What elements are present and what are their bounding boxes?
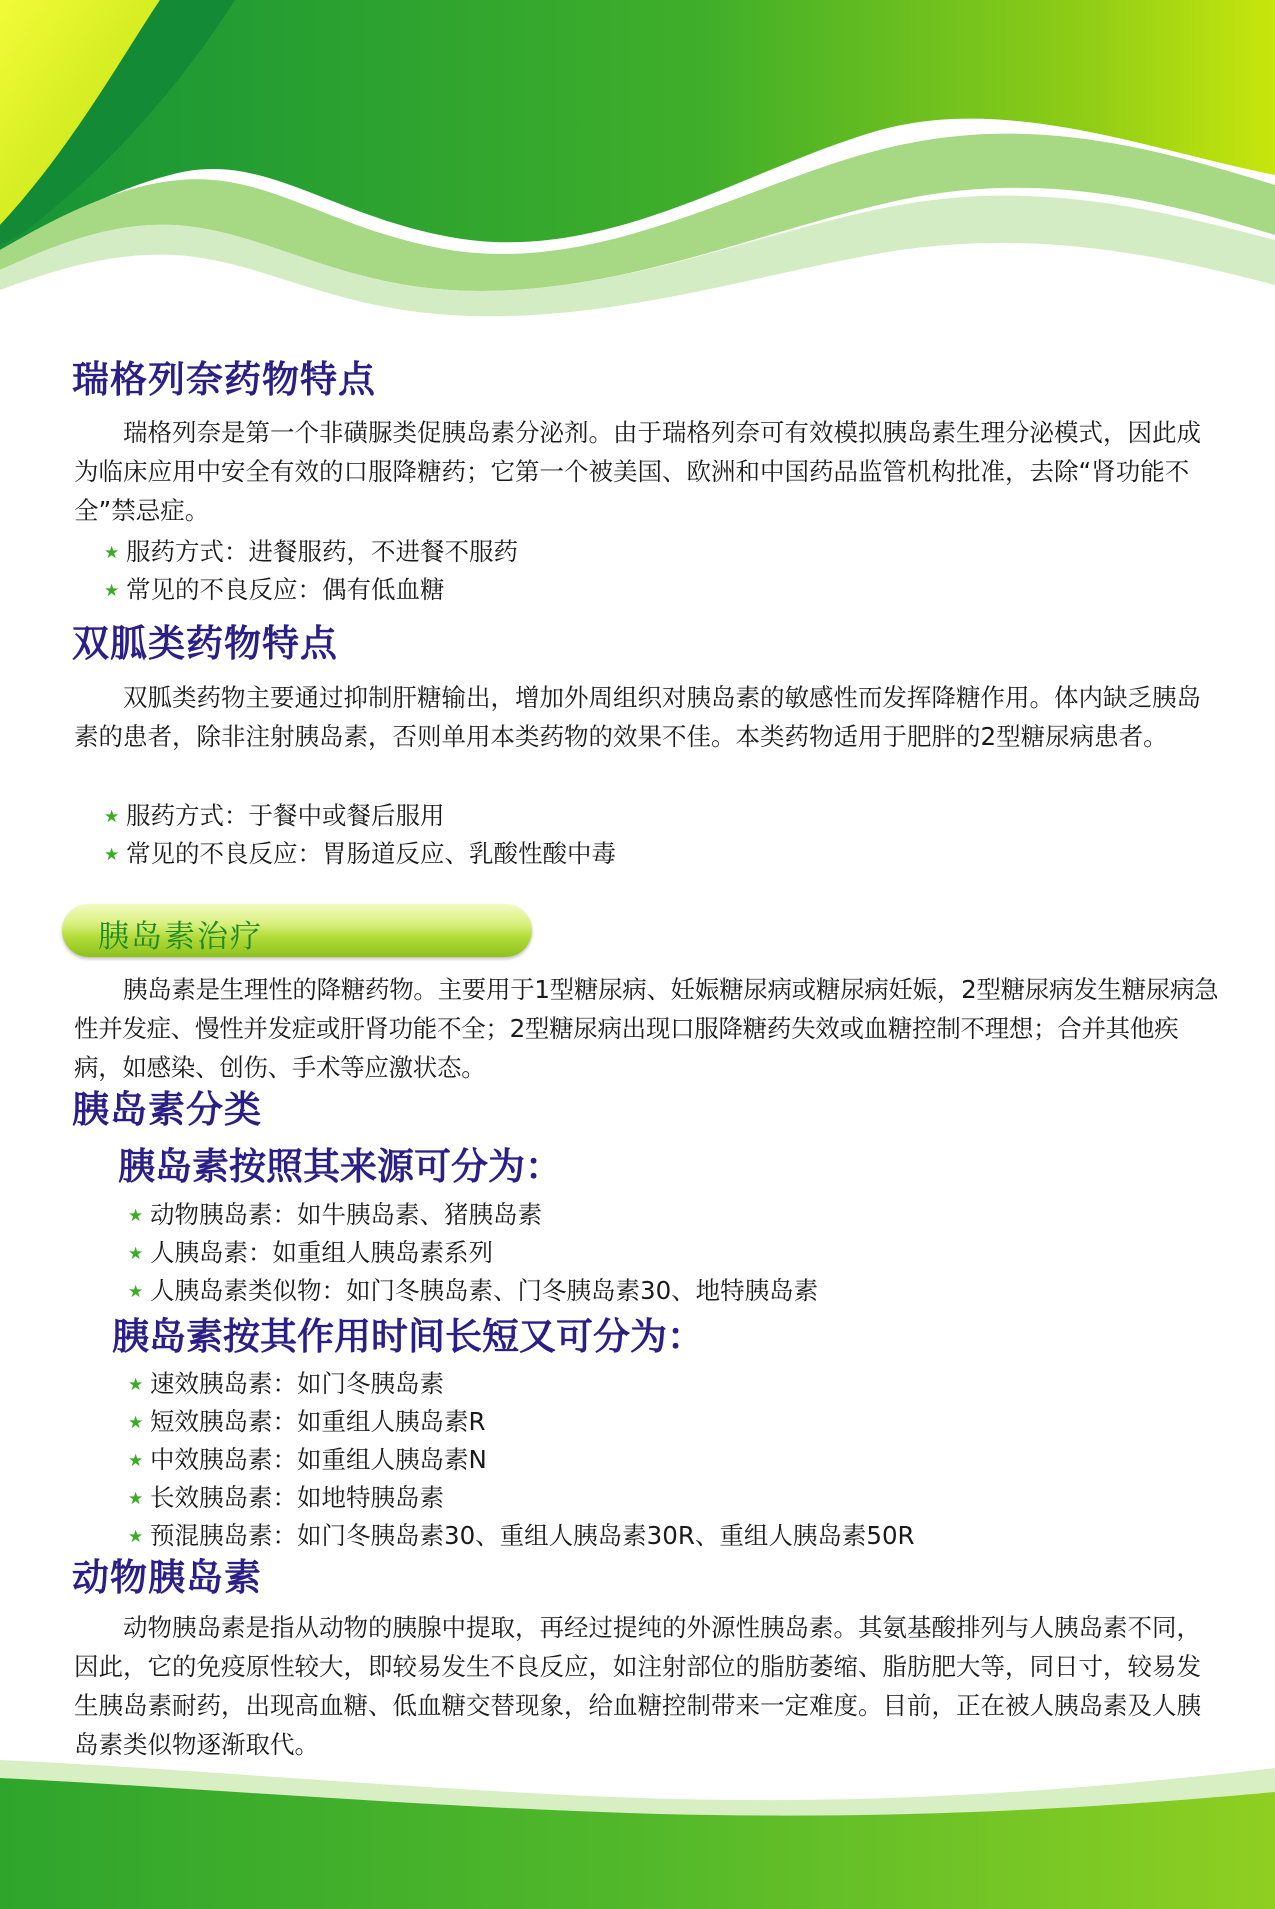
section-body-repaglinide: 瑞格列奈是第一个非磺脲类促胰岛素分泌剂。由于瑞格列奈可有效模拟胰岛素生理分泌模式，因此成为临床应用中安全有效的口服降糖药；它第一个被美国、欧洲和中国药品监管机构批准，去除“肾功能不全”禁忌症。 — [74, 418, 1201, 525]
insulin-therapy-banner — [62, 904, 532, 957]
star-icon: ★ — [104, 581, 120, 601]
star-icon: ★ — [104, 807, 120, 827]
list-item: ★ 短效胰岛素：如重组人胰岛素R — [128, 1403, 915, 1441]
list-item: ★ 中效胰岛素：如重组人胰岛素N — [128, 1441, 915, 1479]
list-by-source — [128, 1196, 818, 1310]
star-icon: ★ — [128, 1375, 144, 1395]
section-title-biguanide: 双胍类药物特点 — [72, 622, 338, 665]
section-title-animal-insulin: 动物胰岛素 — [72, 1556, 262, 1599]
subtitle-by-source: 胰岛素按照其来源可分为： — [118, 1145, 562, 1188]
list-item: ★ 常见的不良反应：偶有低血糖 — [104, 571, 518, 609]
section-body-animal-insulin: 动物胰岛素是指从动物的胰腺中提取，再经过提纯的外源性胰岛素。其氨基酸排列与人胰岛素不同，因此，它的免疫原性较大，即较易发生不良反应，如注射部位的脂肪萎缩、脂肪肥大等，同日寸，较易发生胰岛素耐药，出现高血糖、低血糖交替现象，给血糖控制带来一定难度。目前，正在被人胰岛素及人胰岛素类似物逐渐取代。 — [74, 1613, 1201, 1759]
section-title-insulin-classification: 胰岛素分类 — [72, 1088, 262, 1131]
list-item: ★ 速效胰岛素：如门冬胰岛素 — [128, 1365, 915, 1403]
star-icon: ★ — [128, 1282, 144, 1302]
list-item: ★ 预混胰岛素：如门冬胰岛素30、重组人胰岛素30R、重组人胰岛素50R — [128, 1517, 915, 1555]
list-item: ★ 服药方式：进餐服药，不进餐不服药 — [104, 533, 518, 571]
subtitle-by-duration: 胰岛素按其作用时间长短又可分为： — [112, 1315, 704, 1358]
list-item: ★ 人胰岛素类似物：如门冬胰岛素、门冬胰岛素30、地特胰岛素 — [128, 1272, 818, 1310]
section-title-repaglinide: 瑞格列奈药物特点 — [72, 358, 376, 401]
star-icon: ★ — [104, 845, 120, 865]
star-icon: ★ — [128, 1451, 144, 1471]
list-item: ★ 人胰岛素：如重组人胰岛素系列 — [128, 1234, 818, 1272]
star-icon: ★ — [128, 1527, 144, 1547]
section-body-insulin-therapy: 胰岛素是生理性的降糖药物。主要用于1型糖尿病、妊娠糖尿病或糖尿病妊娠，2型糖尿病发生糖尿病急性并发症、慢性并发症或肝肾功能不全；2型糖尿病出现口服降糖药失效或血糖控制不理想；合并其他疾病，如感染、创伤、手术等应激状态。 — [74, 975, 1219, 1082]
list-by-duration — [128, 1365, 915, 1555]
star-icon: ★ — [128, 1489, 144, 1509]
list-biguanide — [104, 797, 616, 873]
star-icon: ★ — [104, 543, 120, 563]
star-icon: ★ — [128, 1413, 144, 1433]
list-item: ★ 动物胰岛素：如牛胰岛素、猪胰岛素 — [128, 1196, 818, 1234]
list-item: ★ 服药方式：于餐中或餐后服用 — [104, 797, 616, 835]
list-repaglinide — [104, 533, 518, 609]
banner-label: 胰岛素治疗 — [98, 919, 263, 955]
star-icon: ★ — [128, 1244, 144, 1264]
list-item: ★ 常见的不良反应：胃肠道反应、乳酸性酸中毒 — [104, 835, 616, 873]
star-icon: ★ — [128, 1206, 144, 1226]
list-item: ★ 长效胰岛素：如地特胰岛素 — [128, 1479, 915, 1517]
section-body-biguanide: 双胍类药物主要通过抑制肝糖输出，增加外周组织对胰岛素的敏感性而发挥降糖作用。体内缺乏胰岛素的患者，除非注射胰岛素，否则单用本类药物的效果不佳。本类药物适用于肥胖的2型糖尿病患者。 — [74, 683, 1201, 751]
